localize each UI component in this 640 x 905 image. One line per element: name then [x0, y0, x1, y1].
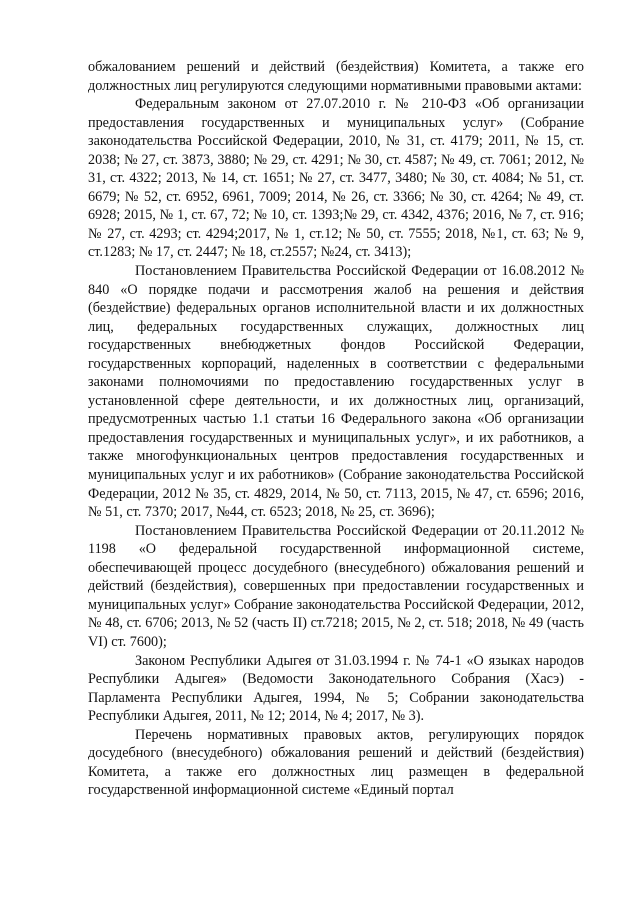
- paragraph-resolution-840: Постановлением Правительства Российской Федерации от 16.08.2012 № 840 «О порядке подачи и рассмотрения жалоб на решения и действия (бездействие) федеральных органов исполнительной власти и их должностных лиц, федеральных государственных служащих, должностных лиц государственных внебюджетных фондов Российской Федерации, государственных корпораций, наделенных в соответствии с федеральными законами полномочиями по предоставлению государственных услуг в установленной сфере деятельности, и их должностных лиц, организаций, предусмотренных частью 1.1 статьи 16 Федерального закона «Об организации предоставления государственных и муниципальных услуг», и их работников, а также многофункциональных центров предоставления государственных и муниципальных услуг и их работников» (Собрание законодательства Российской Федерации, 2012 № 35, ст. 4829, 2014, № 50, ст. 7113, 2015, № 47, ст. 6596; 2016, № 51, ст. 7370; 2017, №44, ст. 6523; 2018, № 25, ст. 3696);: [88, 263, 584, 521]
- paragraph-list-of-acts: Перечень нормативных правовых актов, регулирующих порядок досудебного (внесудебного) обжалования решений и действий (бездействия) Комитета, а также его должностных лиц размещен в федеральной государственной информационной системе «Единый портал: [88, 726, 584, 799]
- paragraph-adygea-law-74: Законом Республики Адыгея от 31.03.1994 г. № 74-1 «О языках народов Республики Адыгея» (Ведомости Законодательного Собрания (Хасэ) - Парламента Республики Адыгея, 1994, № 5; Собрании законодательства Республики Адыгея, 2011, № 12; 2014, № 4; 2017, № 3).: [88, 652, 584, 725]
- document-page: [88, 58, 584, 800]
- paragraph-resolution-1198: Постановлением Правительства Российской Федерации от 20.11.2012 № 1198 «О федеральной государственной информационной системе, обеспечивающей процесс досудебного (внесудебного) обжалования решений и действий (бездействия), совершенных при предоставлении государственных и муниципальных услуг» Собрание законодательства Российской Федерации, 2012, № 48, ст. 6706; 2013, № 52 (часть II) ст.7218; 2015, № 2, ст. 518; 2018, № 49 (часть VI) ст. 7600);: [88, 522, 584, 650]
- paragraph-intro: обжалованием решений и действий (бездействия) Комитета, а также его должностных лиц регулируются следующими нормативными правовыми актами:: [88, 59, 584, 94]
- paragraph-federal-law-210: Федеральным законом от 27.07.2010 г. № 210-ФЗ «Об организации предоставления государственных и муниципальных услуг» (Собрание законодательства Российской Федерации, 2010, № 31, ст. 4179; 2011, № 15, ст. 2038; № 27, ст. 3873, 3880; № 29, ст. 4291; № 30, ст. 4587; № 49, ст. 7061; 2012, № 31, ст. 4322; 2013, № 14, ст. 1651; № 27, ст. 3477, 3480; № 30, ст. 4084; № 51, ст. 6679; № 52, ст. 6952, 6961, 7009; 2014, № 26, ст. 3366; № 30, ст. 4264; № 49, ст. 6928; 2015, № 1, ст. 67, 72; № 10, ст. 1393;№ 29, ст. 4342, 4376; 2016, № 7, ст. 916; № 27, ст. 4293; ст. 4294;2017, № 1, ст.12; № 50, ст. 7555; 2018, №1, ст. 63; № 9, ст.1283; № 17, ст. 2447; № 18, ст.2557; №24, ст. 3413);: [88, 96, 584, 261]
